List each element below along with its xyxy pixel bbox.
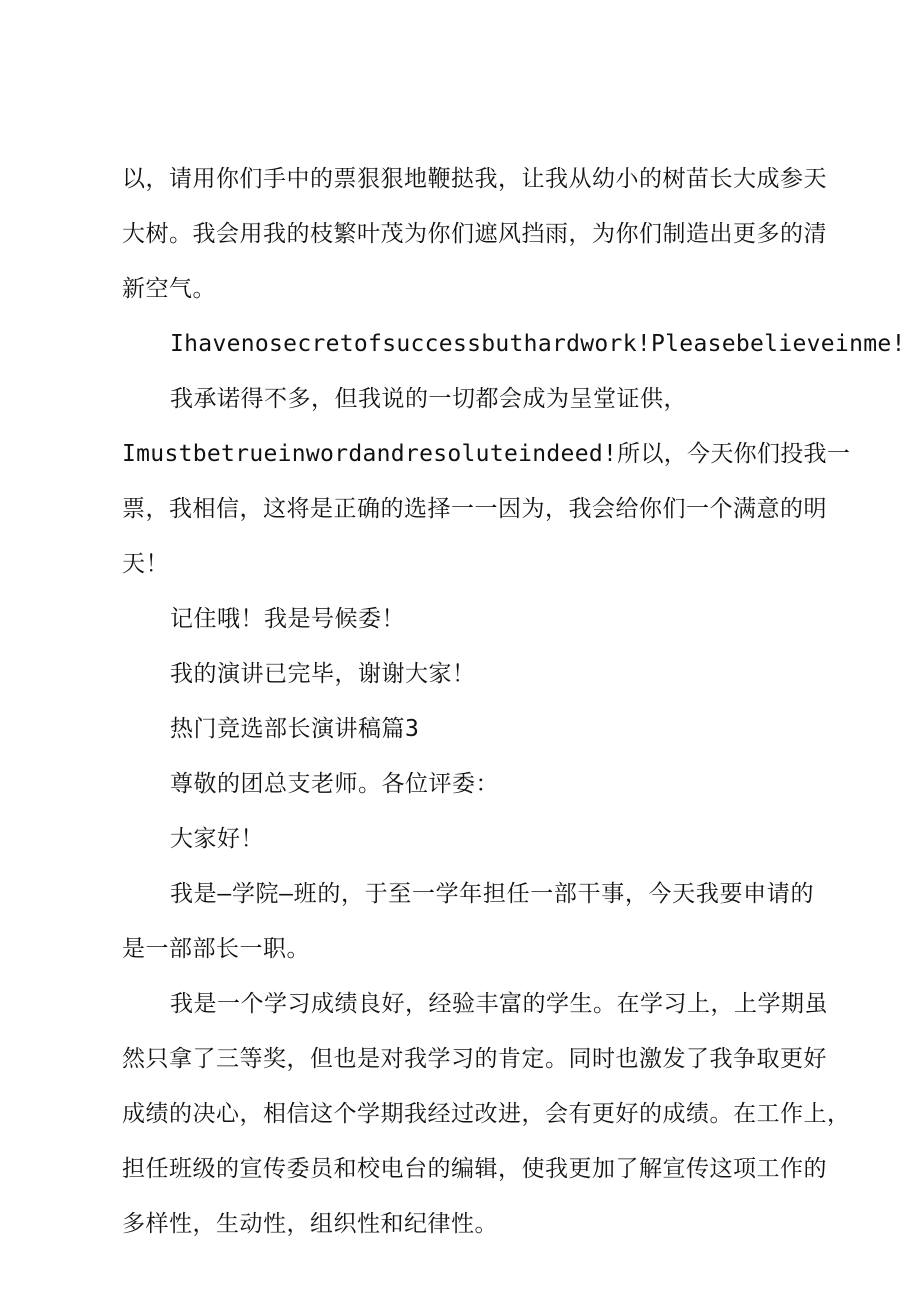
text-line: 我 是 — 学 院 — 班 的 ， 于 至 一 学 年 担 任 一 部 干 事 ， 今 天 我 要 申 请 的 — [170, 881, 814, 907]
text-line: 我的演讲已完毕，谢谢大家！ — [170, 661, 476, 687]
text-line: 然 只 拿 了 三 等 奖 ， 但 也 是 对 我 学 习 的 肯 定 。 同 时 也 激 发 了 我 争 取 更 好 — [122, 1046, 827, 1072]
text-line: 是一部部长一职。 — [122, 936, 310, 962]
text-line: Imustbetrueinwordandresoluteindeed!所以，今天你们投我一 — [122, 441, 851, 467]
text-line: 我 是 一 个 学 习 成 绩 良 好 ， 经 验 丰 富 的 学 生 。 在 学 习 上 ， 上 学 期 虽 — [170, 991, 828, 1017]
text-line: 成 绩 的 决 心 ， 相 信 这 个 学 期 我 经 过 改 进 ， 会 有 更 好 的 成 绩 。 在 工 作 上 ， — [122, 1101, 851, 1127]
text-line: Ihavenosecretofsuccessbuthardwork!Pleasebelieveinme! — [170, 331, 906, 357]
text-line: 记住哦！我是号候委！ — [170, 606, 405, 632]
text-line: 大家好！ — [170, 826, 264, 852]
text-line: 票 ， 我 相 信 ， 这 将 是 正 确 的 选 择 一 一 因 为 ， 我 会 给 你 们 一 个 满 意 的 明 — [122, 496, 827, 522]
document-page — [122, 152, 906, 1252]
text-line: 多样性，生动性，组织性和纪律性。 — [122, 1211, 498, 1237]
text-line: 大 树 。 我 会 用 我 的 枝 繁 叶 茂 为 你 们 遮 风 挡 雨 ， 为 你 们 制 造 出 更 多 的 清 — [122, 221, 827, 247]
text-line: 我承诺得不多，但我说的一切都会成为呈堂证供， — [170, 386, 687, 412]
text-line: 天！ — [122, 551, 169, 577]
text-line: 以 ， 请 用 你 们 手 中 的 票 狠 狠 地 鞭 挞 我 ， 让 我 从 幼 小 的 树 苗 长 大 成 参 天 — [122, 166, 827, 192]
text-line: 热门竞选部长演讲稿篇3 — [170, 716, 420, 742]
text-line: 担 任 班 级 的 宣 传 委 员 和 校 电 台 的 编 辑 ， 使 我 更 加 了 解 宣 传 这 项 工 作 的 — [122, 1156, 827, 1182]
text-line: 新空气。 — [122, 276, 216, 302]
text-line: 尊敬的团总支老师。各位评委： — [170, 771, 499, 797]
